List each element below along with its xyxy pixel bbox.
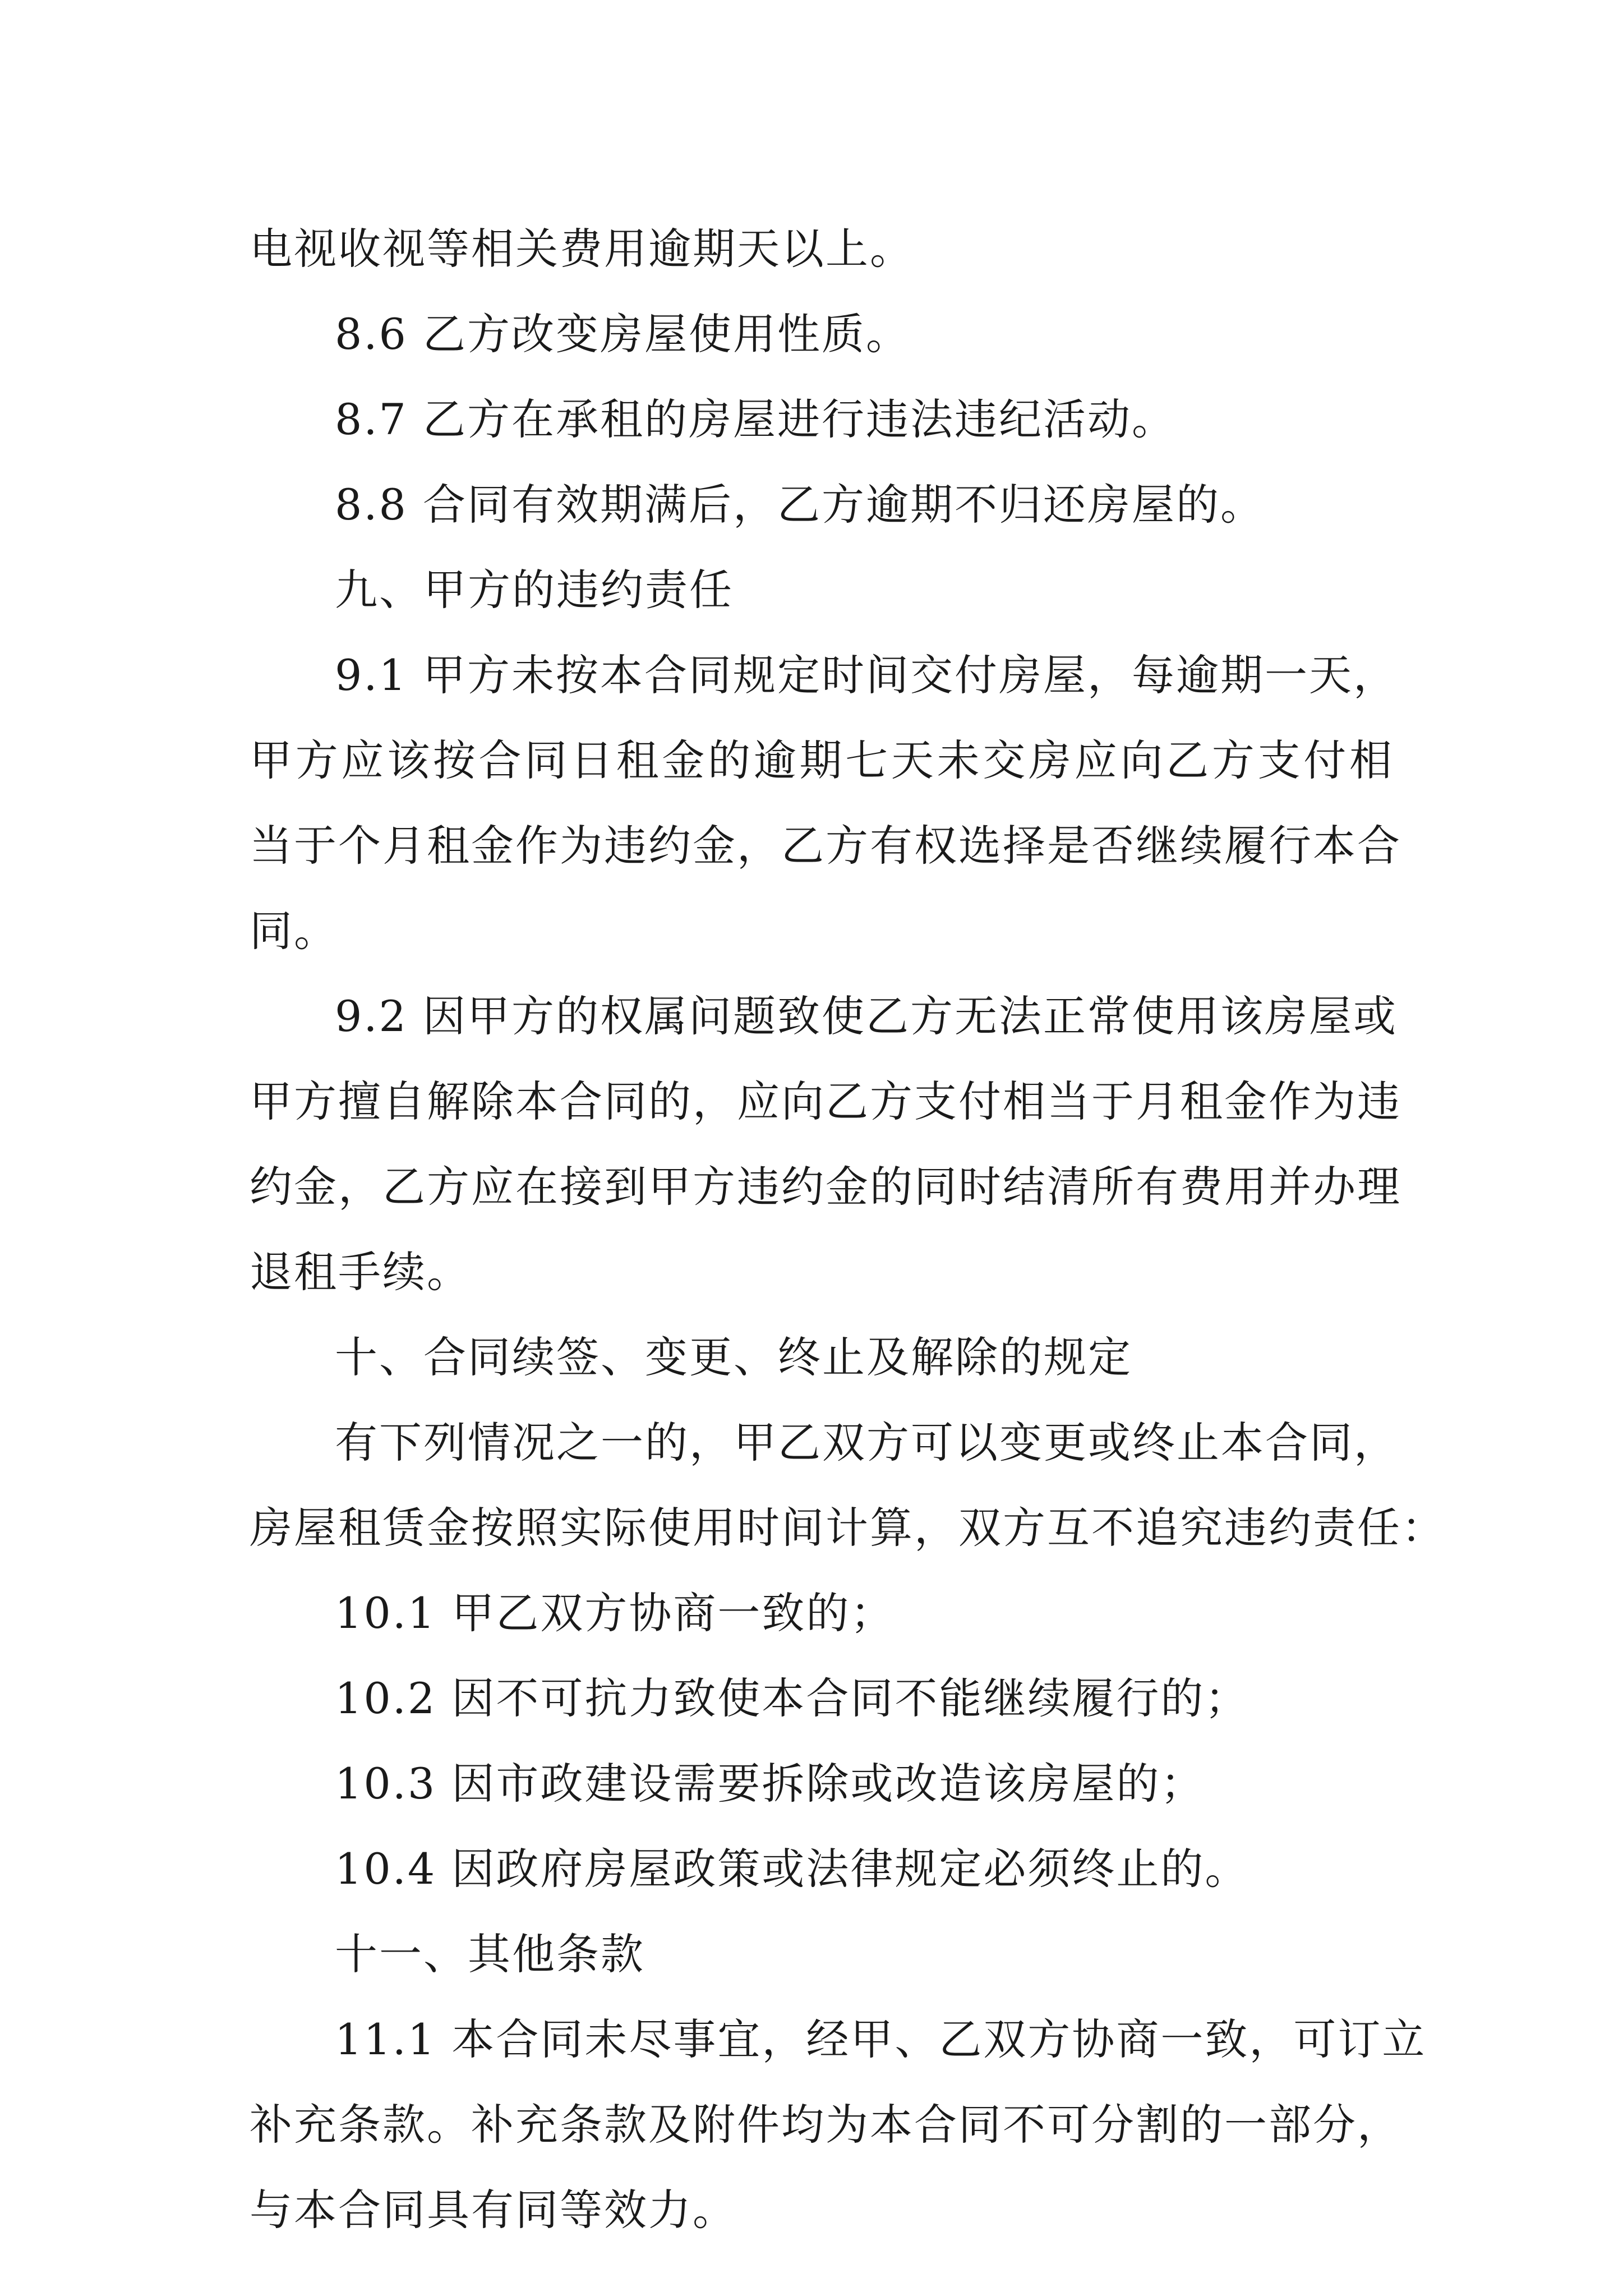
document-line: 10.4 因政府房屋政策或法律规定必须终止的。 [335, 1844, 1249, 1894]
document-line: 9.1 甲方未按本合同规定时间交付房屋，每逾期一天， [335, 650, 1398, 700]
document-body [250, 206, 1446, 2253]
document-line: 十、合同续签、变更、终止及解除的规定 [335, 1332, 1132, 1382]
document-line: 当于个月租金作为违约金，乙方有权选择是否继续履行本合 [250, 821, 1401, 871]
document-line: 甲方应该按合同日租金的逾期七天未交房应向乙方支付相 [250, 735, 1394, 785]
document-line: 8.8 合同有效期满后，乙方逾期不归还房屋的。 [335, 480, 1265, 530]
document-line: 与本合同具有同等效力。 [250, 2185, 737, 2235]
document-line: 九、甲方的违约责任 [335, 565, 734, 615]
document-line: 甲方擅自解除本合同的，应向乙方支付相当于月租金作为违 [250, 1076, 1401, 1126]
document-line: 同。 [250, 906, 338, 956]
document-line: 9.2 因甲方的权属问题致使乙方无法正常使用该房屋或 [335, 991, 1398, 1041]
document-line: 8.6 乙方改变房屋使用性质。 [335, 309, 911, 359]
document-line: 房屋租赁金按照实际使用时间计算，双方互不追究违约责任： [250, 1503, 1446, 1553]
document-line: 11.1 本合同未尽事宜，经甲、乙双方协商一致，可订立 [335, 2014, 1427, 2064]
document-line: 8.7 乙方在承租的房屋进行违法违纪活动。 [335, 394, 1177, 444]
document-line: 补充条款。补充条款及附件均为本合同不可分割的一部分， [250, 2100, 1401, 2150]
document-line: 电视收视等相关费用逾期天以上。 [250, 224, 914, 274]
document-line: 约金，乙方应在接到甲方违约金的同时结清所有费用并办理 [250, 1162, 1401, 1212]
document-line: 退租手续。 [250, 1247, 471, 1297]
document-line: 10.1 甲乙双方协商一致的； [335, 1588, 895, 1638]
document-line: 十一、其他条款 [335, 1929, 645, 1979]
document-line: 10.3 因市政建设需要拆除或改造该房屋的； [335, 1759, 1205, 1809]
document-line: 有下列情况之一的，甲乙双方可以变更或终止本合同， [335, 1418, 1398, 1467]
document-line: 10.2 因不可抗力致使本合同不能继续履行的； [335, 1673, 1249, 1723]
